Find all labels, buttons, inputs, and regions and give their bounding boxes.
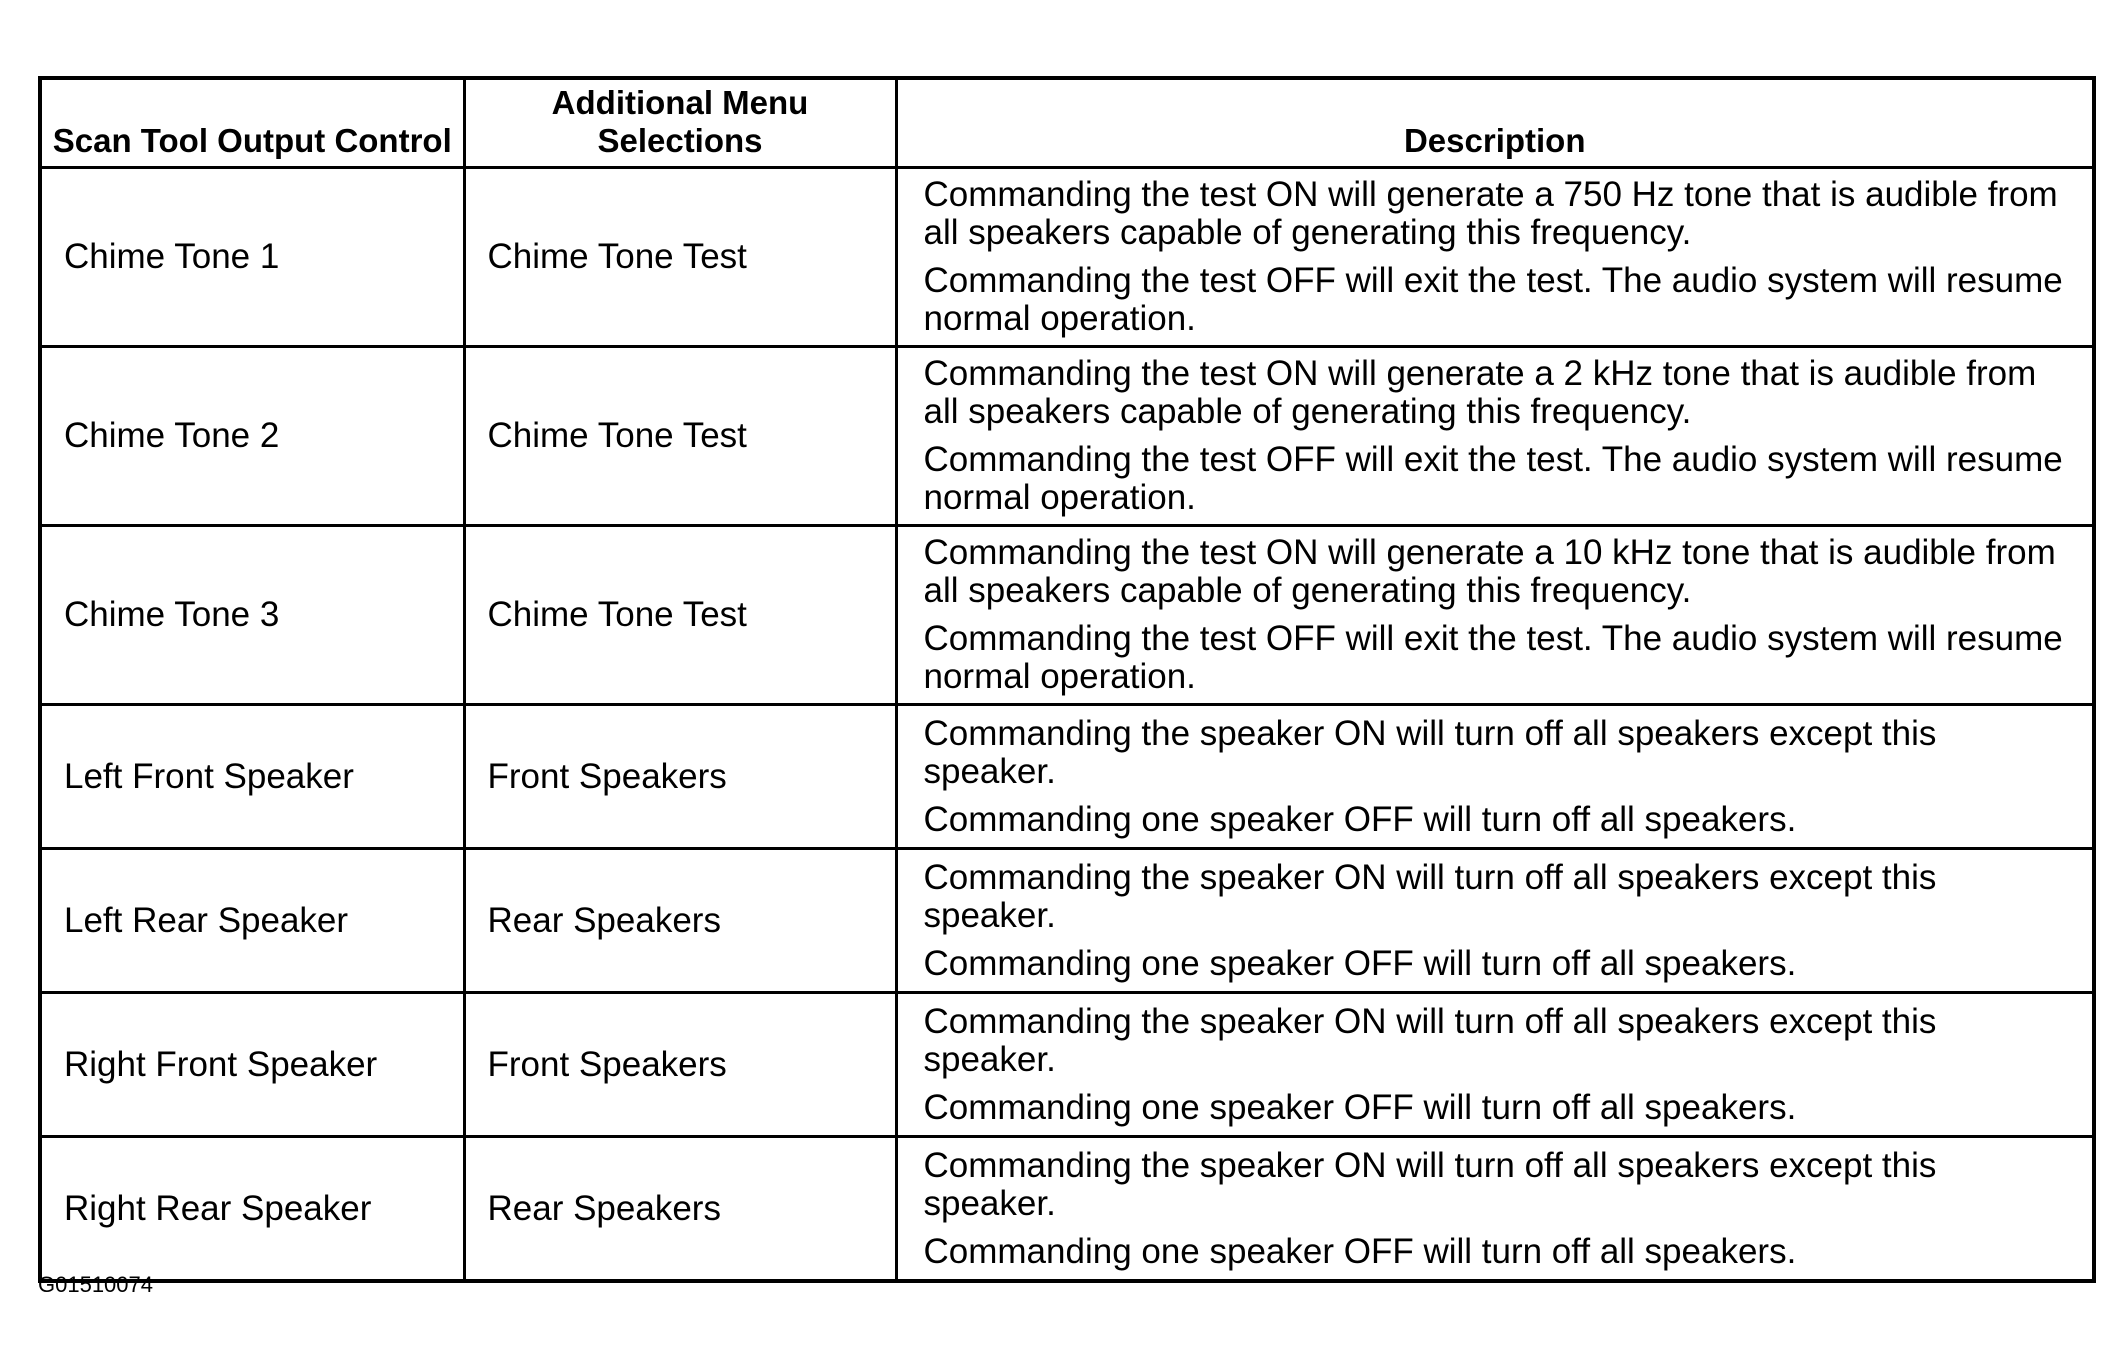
description-paragraph: Commanding the speaker ON will turn off all speakers except this speaker.: [923, 713, 1937, 791]
figure-id: G01510074: [38, 1272, 153, 1297]
description-paragraph: Commanding the speaker ON will turn off all speakers except this speaker.: [923, 857, 1937, 935]
description-paragraph: Commanding one speaker OFF will turn off all speakers.: [923, 943, 1797, 983]
description-cell: [896, 347, 2094, 526]
description-paragraph: Commanding the test OFF will exit the test. The audio system will resume normal operation.: [923, 261, 2063, 338]
description-paragraph: Commanding the test ON will generate a 750 Hz tone that is audible from all speakers capable of generating this frequency.: [923, 175, 2058, 252]
description-paragraph: Commanding the test ON will generate a 10 kHz tone that is audible from all speakers capable of generating this frequency.: [923, 533, 2056, 610]
output-control-cell: Chime Tone 1: [40, 168, 464, 347]
menu-selection-cell: Chime Tone Test: [464, 168, 896, 347]
table-row: [40, 849, 2094, 993]
table-row: [40, 347, 2094, 526]
description-paragraph: Commanding the speaker ON will turn off all speakers except this speaker.: [923, 1145, 1937, 1223]
table-body: [40, 168, 2094, 1282]
description-paragraph: Commanding one speaker OFF will turn off all speakers.: [923, 1087, 1797, 1127]
table-row: [40, 168, 2094, 347]
scan-tool-output-table: [38, 76, 2096, 1283]
menu-selection-cell: Chime Tone Test: [464, 526, 896, 705]
description-paragraph: Commanding one speaker OFF will turn off all speakers.: [923, 1231, 1797, 1271]
description-cell: [896, 849, 2094, 993]
description-cell: [896, 705, 2094, 849]
output-control-cell: Right Rear Speaker: [40, 1137, 464, 1282]
description-cell: [896, 526, 2094, 705]
table-row: [40, 993, 2094, 1137]
table-row: [40, 1137, 2094, 1282]
header-menu-selections: Additional Menu Selections: [464, 78, 896, 168]
menu-selection-cell: Rear Speakers: [464, 849, 896, 993]
description-paragraph: Commanding the test ON will generate a 2 kHz tone that is audible from all speakers capable of generating this frequency.: [923, 354, 2037, 431]
table-row: [40, 526, 2094, 705]
description-paragraph: Commanding the test OFF will exit the test. The audio system will resume normal operation.: [923, 440, 2063, 517]
header-description: Description: [896, 78, 2094, 168]
table-header-row: [40, 78, 2094, 168]
description-paragraph: Commanding the speaker ON will turn off all speakers except this speaker.: [923, 1001, 1937, 1079]
menu-selection-cell: Front Speakers: [464, 705, 896, 849]
description-cell: [896, 168, 2094, 347]
description-cell: [896, 1137, 2094, 1282]
description-paragraph: Commanding one speaker OFF will turn off all speakers.: [923, 799, 1797, 839]
menu-selection-cell: Chime Tone Test: [464, 347, 896, 526]
menu-selection-cell: Front Speakers: [464, 993, 896, 1137]
description-cell: [896, 993, 2094, 1137]
output-control-cell: Right Front Speaker: [40, 993, 464, 1137]
description-paragraph: Commanding the test OFF will exit the test. The audio system will resume normal operation.: [923, 619, 2063, 696]
table-row: [40, 705, 2094, 849]
output-control-cell: Left Rear Speaker: [40, 849, 464, 993]
header-output-control: Scan Tool Output Control: [40, 78, 464, 168]
output-control-cell: Chime Tone 2: [40, 347, 464, 526]
menu-selection-cell: Rear Speakers: [464, 1137, 896, 1282]
output-control-cell: Chime Tone 3: [40, 526, 464, 705]
output-control-cell: Left Front Speaker: [40, 705, 464, 849]
